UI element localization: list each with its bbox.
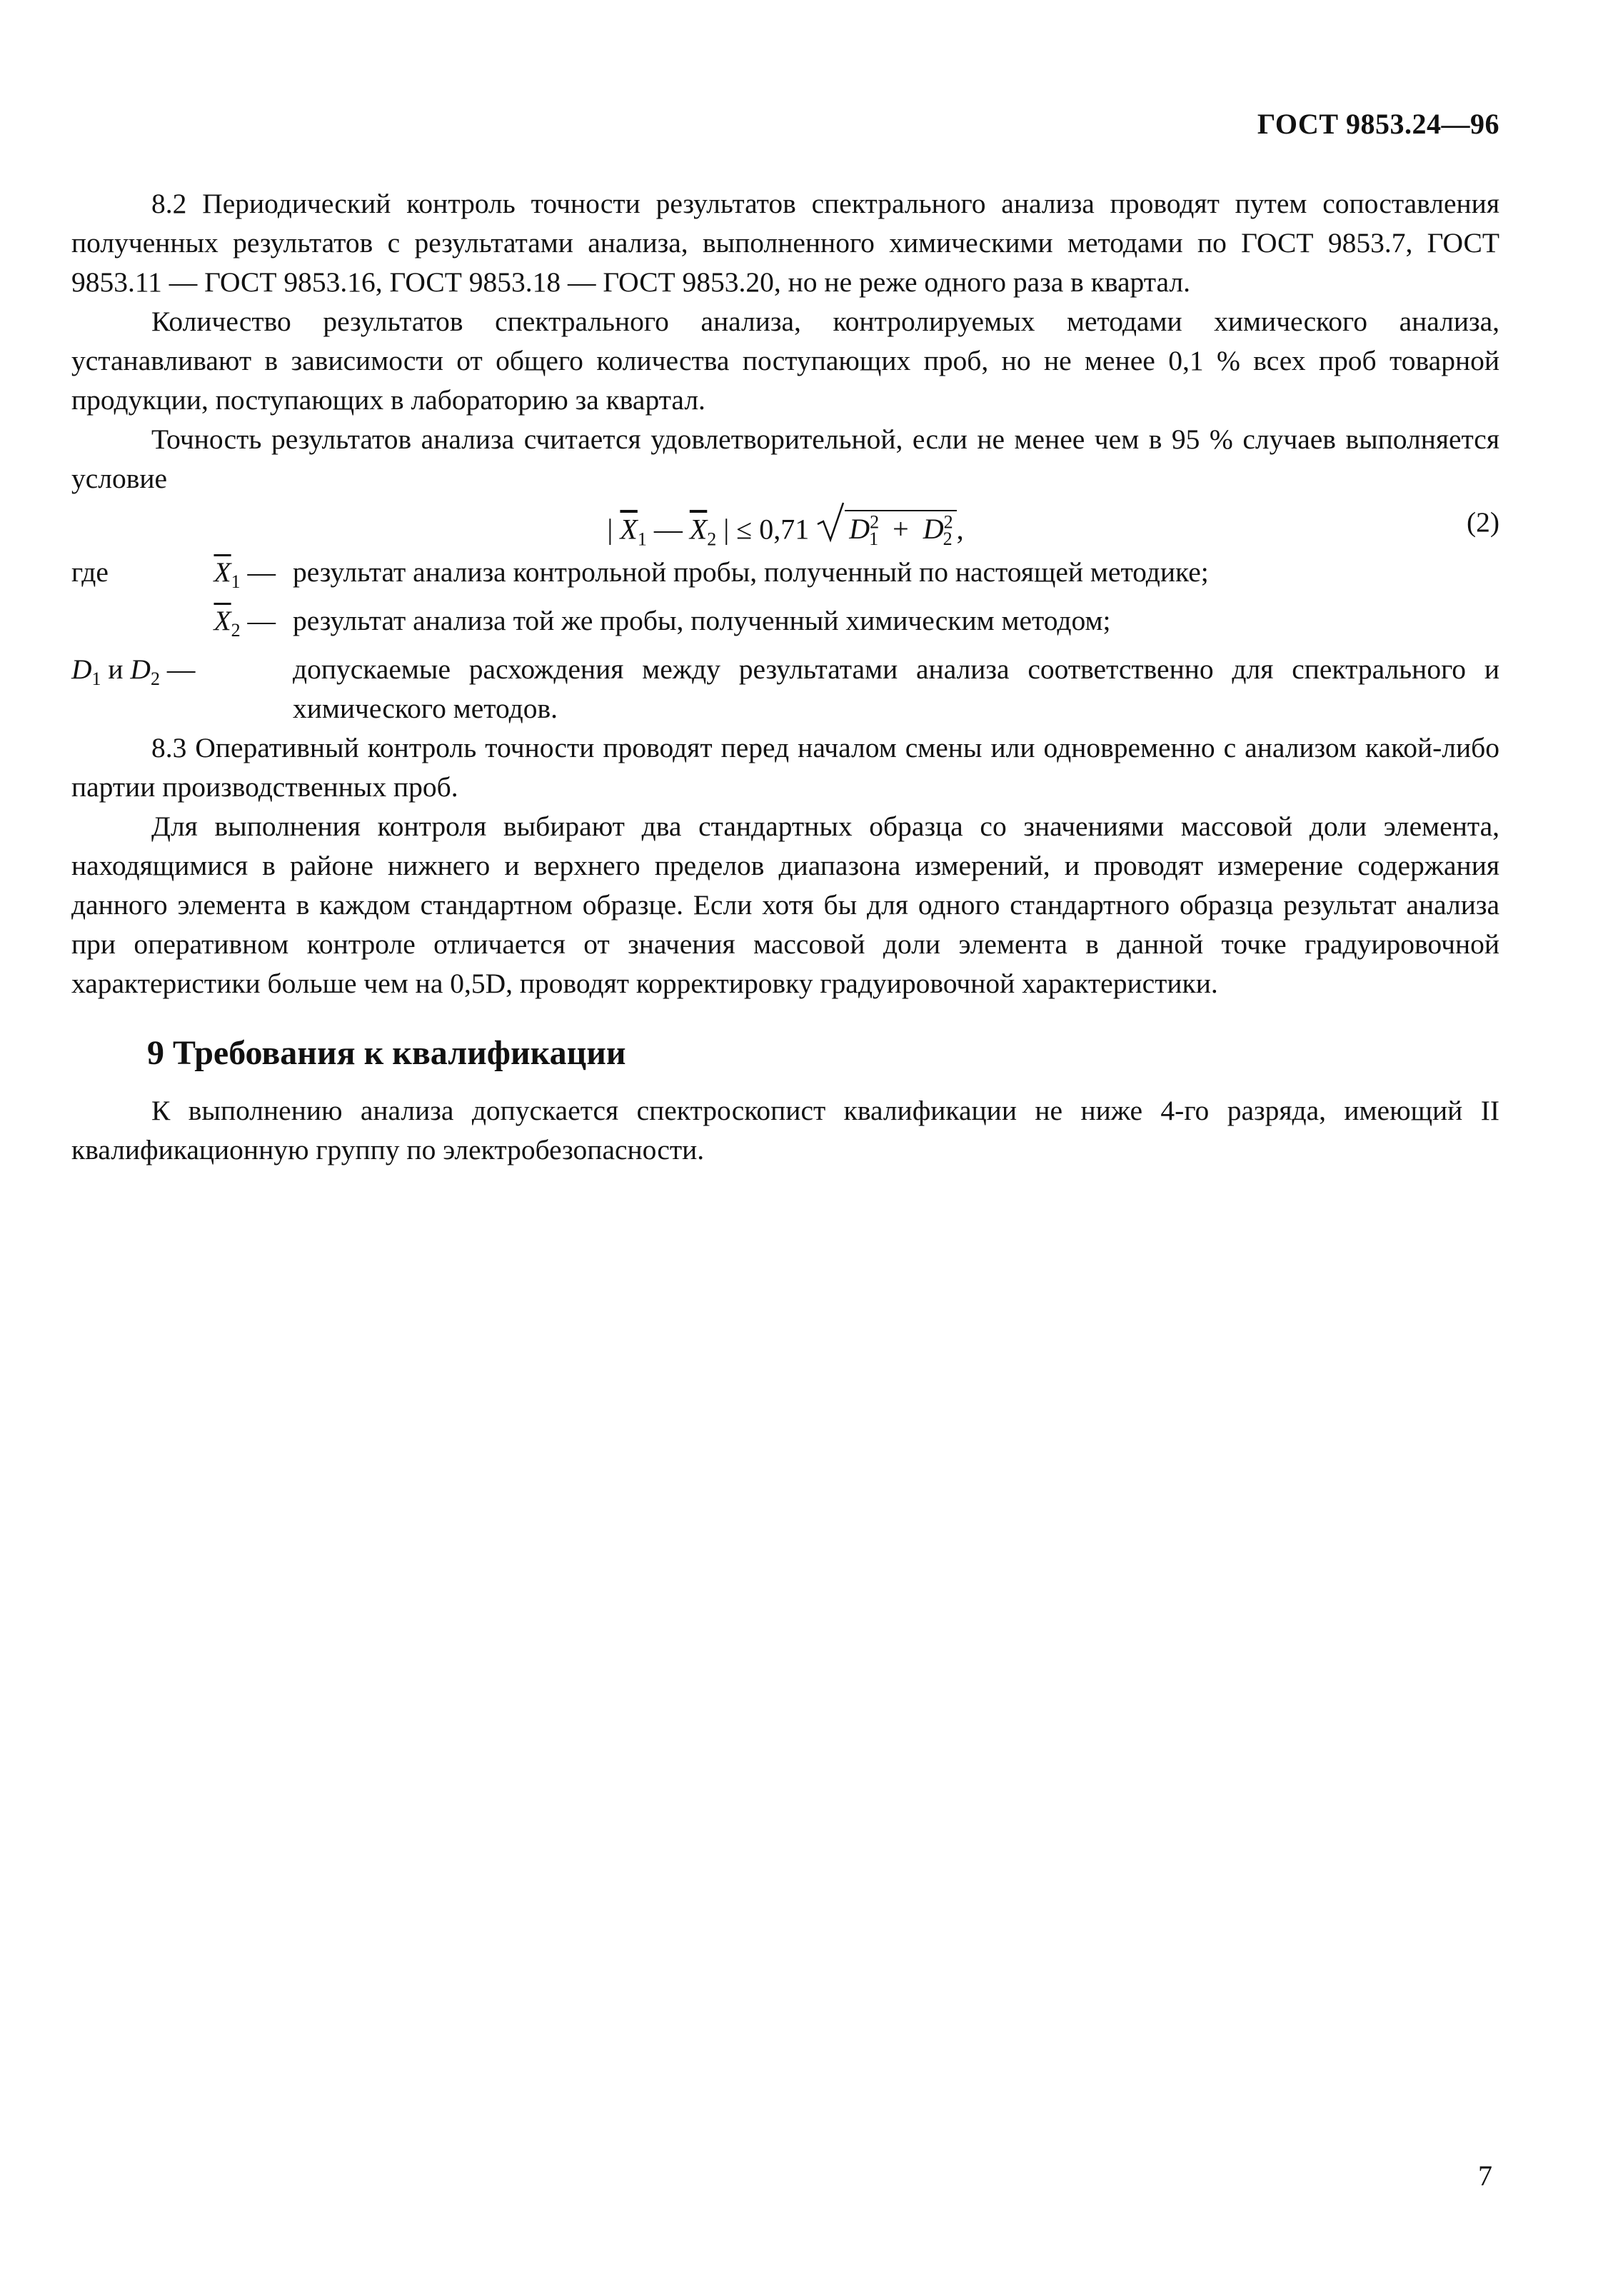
paragraph-8-3: 8.3 Оперативный контроль точности проводят перед началом смены или одновременно с анализом какой-либо партии производственных проб.: [71, 731, 1499, 803]
paragraph-accuracy-condition: Точность результатов анализа считается удовлетворительной, если не менее чем в 95 % случаев выполняется условие: [71, 423, 1499, 494]
definition-d1-d2: $D_1$ и $D_2$ — допускаемые расхождения между результатами анализа соответственно для спектрального и химического методов.: [71, 653, 1499, 724]
symbol-definitions: [71, 553, 1499, 728]
formula-expression: | $\overline{X}_1$ — $\overline{X}_2$ | ≤ 0,71 $D^2_1 + D^2_2$ ,: [528, 503, 1042, 558]
paragraph-sample-count: Количество результатов спектрального анализа, контролируемых методами химического анализа, устанавливают в зависимости от общего количества поступающих проб, но не менее 0,1 % всех проб товарной продукции, поступающих в лабораторию за квартал.: [71, 306, 1499, 416]
paragraph-control-procedure: Для выполнения контроля выбирают два стандартных образца со значениями массовой доли элемента, находящимися в районе нижнего и верхнего пределов диапазона измерений, и проводят измерение содержания данного элемента в каждом стандартном образце. Если хотя бы для одного стандартного образца результат анализа при оперативном контроле отличается от значения массовой доли элемента в данной точке градуировочной характеристики больше чем на 0,5D, проводят корректировку градуировочной характеристики.: [71, 810, 1499, 999]
formula-2: [71, 503, 1499, 550]
equation-number: (2): [1466, 506, 1499, 538]
definition-x2: $\overline{X}_2$ — результат анализа той же пробы, полученный химическим методом;: [213, 604, 1111, 641]
definition-x1: где $\overline{X}_1$ — результат анализа контрольной пробы, полученный по настоящей методике;: [71, 556, 1209, 592]
document-id-header: ГОСТ 9853.24—96: [1257, 108, 1499, 140]
paragraph-8-2: 8.2 Периодический контроль точности результатов спектрального анализа проводят путем сопоставления полученных результатов с результатами анализа, выполненного химическими методами по ГОСТ 9853.7, ГОСТ 9853.11 — ГОСТ 9853.16, ГОСТ 9853.18 — ГОСТ 9853.20, но не реже одного раза в квартал.: [71, 188, 1499, 298]
square-root: $D^2_1 + D^2_2$: [816, 503, 956, 558]
section-9-heading: 9 Требования к квалификации: [147, 1033, 626, 1072]
radical-sign-icon: [816, 493, 845, 543]
paragraph-qualification: К выполнению анализа допускается спектроскопист квалификации не ниже 4-го разряда, имеющий II квалификационную группу по электробезопасности.: [71, 1094, 1499, 1165]
document-body: [71, 184, 1499, 1170]
page-number: 7: [1478, 2160, 1492, 2192]
